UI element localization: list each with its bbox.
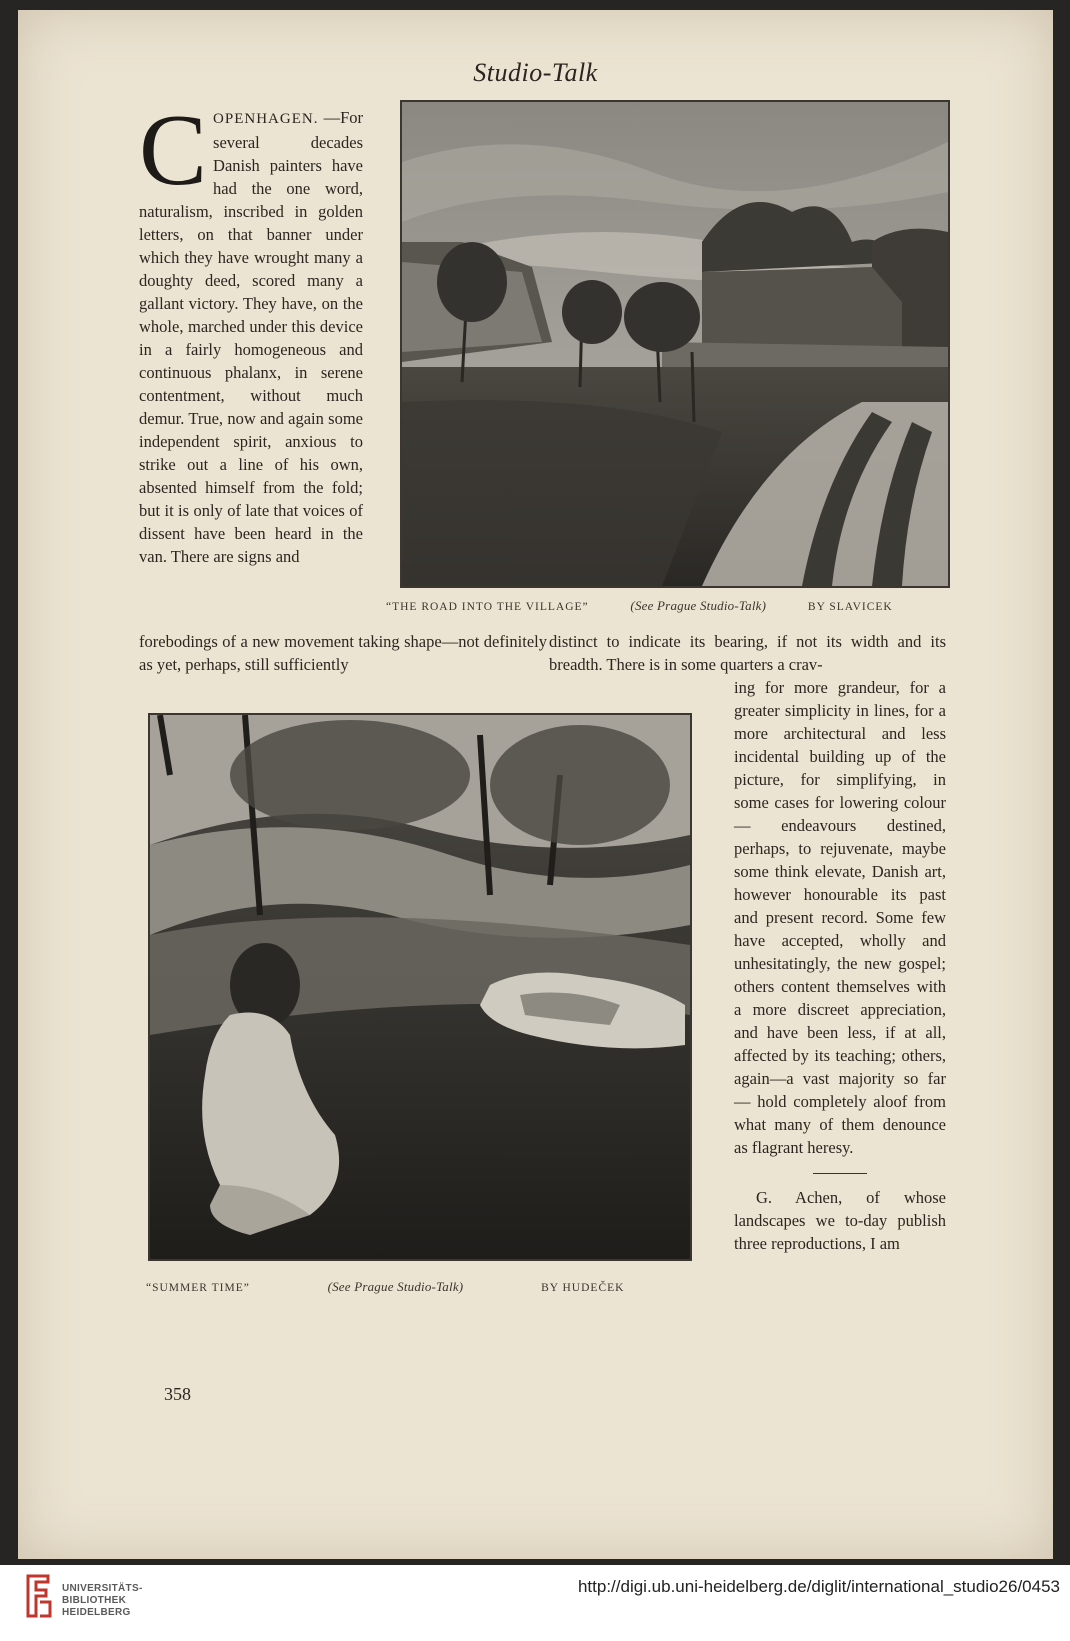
right-column-paragraph: ing for more grandeur, for a greater simplicity in lines, for a more architectural and less incidental building up of the picture, for simplifying, in some cases for lowering colour — endeavours destined, perhaps, to rejuvenate, maybe some think elevate, Danish art, however honourable its past and present record. Some few have accepted, wholly and unhesitatingly, the new gospel; others content themselves with a more discreet appreciation, and have been less, if at all, affected by its teaching; others, again—a vast majority so far — hold completely aloof from what many of them denounce as flagrant heresy. bbox=[734, 678, 946, 1157]
caption-title: “THE ROAD INTO THE VILLAGE” bbox=[386, 601, 589, 613]
right-column-paragraph-2: G. Achen, of whose landscapes we to-day publish three reproductions, I am bbox=[734, 1188, 946, 1253]
body-left-column bbox=[139, 630, 547, 676]
book-page bbox=[18, 10, 1053, 1559]
caption-artist: BY SLAVICEK bbox=[807, 601, 893, 613]
page-number: 358 bbox=[164, 1384, 191, 1404]
body-right-column bbox=[549, 630, 946, 676]
running-head: Studio-Talk bbox=[473, 58, 598, 87]
plate-road-into-village bbox=[400, 100, 950, 588]
source-url[interactable]: http://digi.ub.uni-heidelberg.de/diglit/international_studio26/0453 bbox=[577, 1577, 1060, 1596]
drop-cap: C bbox=[139, 94, 208, 207]
opening-word: OPENHAGEN. bbox=[213, 111, 319, 127]
caption-artist: BY HUDEČEK bbox=[541, 1282, 625, 1294]
body-left-text: forebodings of a new movement taking shape—not definitely as yet, perhaps, still sufficiently bbox=[139, 632, 547, 674]
caption-ref: (See Prague Studio-Talk) bbox=[327, 1279, 464, 1294]
caption-summer-time bbox=[146, 1279, 624, 1295]
body-right-text: distinct to indicate its bearing, if not its width and its breadth. There is in some quarters a crav- bbox=[549, 632, 946, 674]
right-column bbox=[734, 676, 946, 1255]
plate-summer-time bbox=[148, 713, 692, 1261]
library-name: UNIVERSITÄTS- BIBLIOTHEK HEIDELBERG bbox=[62, 1583, 143, 1618]
road-village-illustration bbox=[402, 102, 948, 586]
caption-ref: (See Prague Studio-Talk) bbox=[630, 598, 767, 613]
opening-body: —For several decades Danish painters have had the one word, naturalism, inscribed in golden letters, on that banner under which they have wrought many a doughty deed, scored many a gallant victory. They have, on the whole, marched under this device in a fairly homogeneous and continuous phalanx, in serene contentment, without much demur. True, now and again some independent spirit, anxious to strike out a line of his own, absented himself from the fold; but it is only of late that voices of dissent have been heard in the van. There are signs and bbox=[139, 108, 363, 566]
library-logo-icon bbox=[22, 1570, 54, 1622]
caption-title: “SUMMER TIME” bbox=[146, 1282, 250, 1294]
opening-paragraph bbox=[139, 94, 363, 568]
section-rule bbox=[813, 1173, 867, 1174]
summer-time-illustration bbox=[150, 715, 690, 1259]
caption-road-into-village bbox=[386, 598, 893, 614]
